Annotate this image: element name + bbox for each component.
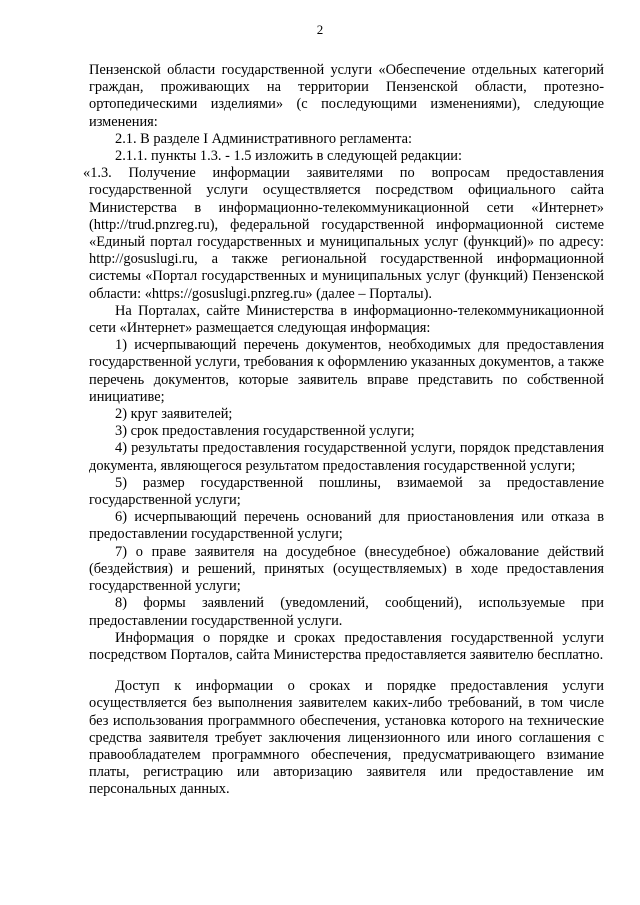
list-item-2: 2) круг заявителей; [115,406,233,423]
paragraph-section-2-1: 2.1. В разделе I Административного регламента: [115,130,413,147]
list-item-7: 7) о праве заявителя на досудебное (внесудебное) обжалование действий (бездействия) и решений, принятых (осуществляемых) в ходе предоставления государственной услуги; [89,543,604,595]
list-item-8: 8) формы заявлений (уведомлений, сообщений), используемые при предоставлении государственной услуги. [89,595,604,629]
paragraph-clause-1-3: «1.3. Получение информации заявителями по вопросам предоставления государственной услуги осуществляется посредством официального сайта Министерства в информационно-телекоммуникационной сети «Интернет» (http://trud.pnzreg.ru), федеральной государственной информационной системе «Единый портал государственных и муниципальных услуг (функций)» по адресу: http://gosuslugi.ru, а также региональной государственной информационной системы «Портал государственных и муниципальных услуг (функций) Пензенской области: «https://gosuslugi.pnzreg.ru» (далее – Порталы). [83,165,604,302]
list-item-3: 3) срок предоставления государственной услуги; [115,423,415,440]
paragraph-free-info: Информация о порядке и сроках предоставления государственной услуги посредством Порталов, сайта Министерства предоставляется заявителю бесплатно. [89,629,604,663]
list-item-4: 4) результаты предоставления государственной услуги, порядок представления документа, являющегося результатом предоставления государственной услуги; [89,440,604,474]
list-item-1: 1) исчерпывающий перечень документов, необходимых для предоставления государственной услуги, требования к оформлению указанных документов, а также перечень документов, которые заявитель вправе представить по собственной инициативе; [89,337,604,405]
page-number: 2 [316,22,324,37]
list-item-5: 5) размер государственной пошлины, взимаемой за предоставление государственной услуги; [89,474,604,509]
document-body [83,62,604,799]
list-item-6: 6) исчерпывающий перечень оснований для приостановления или отказа в предоставлении государственной услуги; [89,509,604,543]
paragraph-access: Доступ к информации о сроках и порядке предоставления услуги осуществляется без выполнения заявителем каких-либо требований, в том числе без использования программного обеспечения, установка которого на технические средства заявителя требует заключения лицензионного или иного соглашения с правообладателем программного обеспечения, предусматривающего взимание платы, регистрацию или авторизацию заявителя или предоставление им персональных данных. [89,678,604,798]
paragraph-section-2-1-1: 2.1.1. пункты 1.3. - 1.5 изложить в следующей редакции: [115,148,462,165]
paragraph-portals-info: На Порталах, сайте Министерства в информационно-телекоммуникационной сети «Интернет» размещается следующая информация: [89,302,604,337]
paragraph-intro: Пензенской области государственной услуги «Обеспечение отдельных категорий граждан, проживающих на территории Пензенской области, протезно-ортопедическими изделиями» (с последующими изменениями), следующие изменения: [89,62,604,130]
